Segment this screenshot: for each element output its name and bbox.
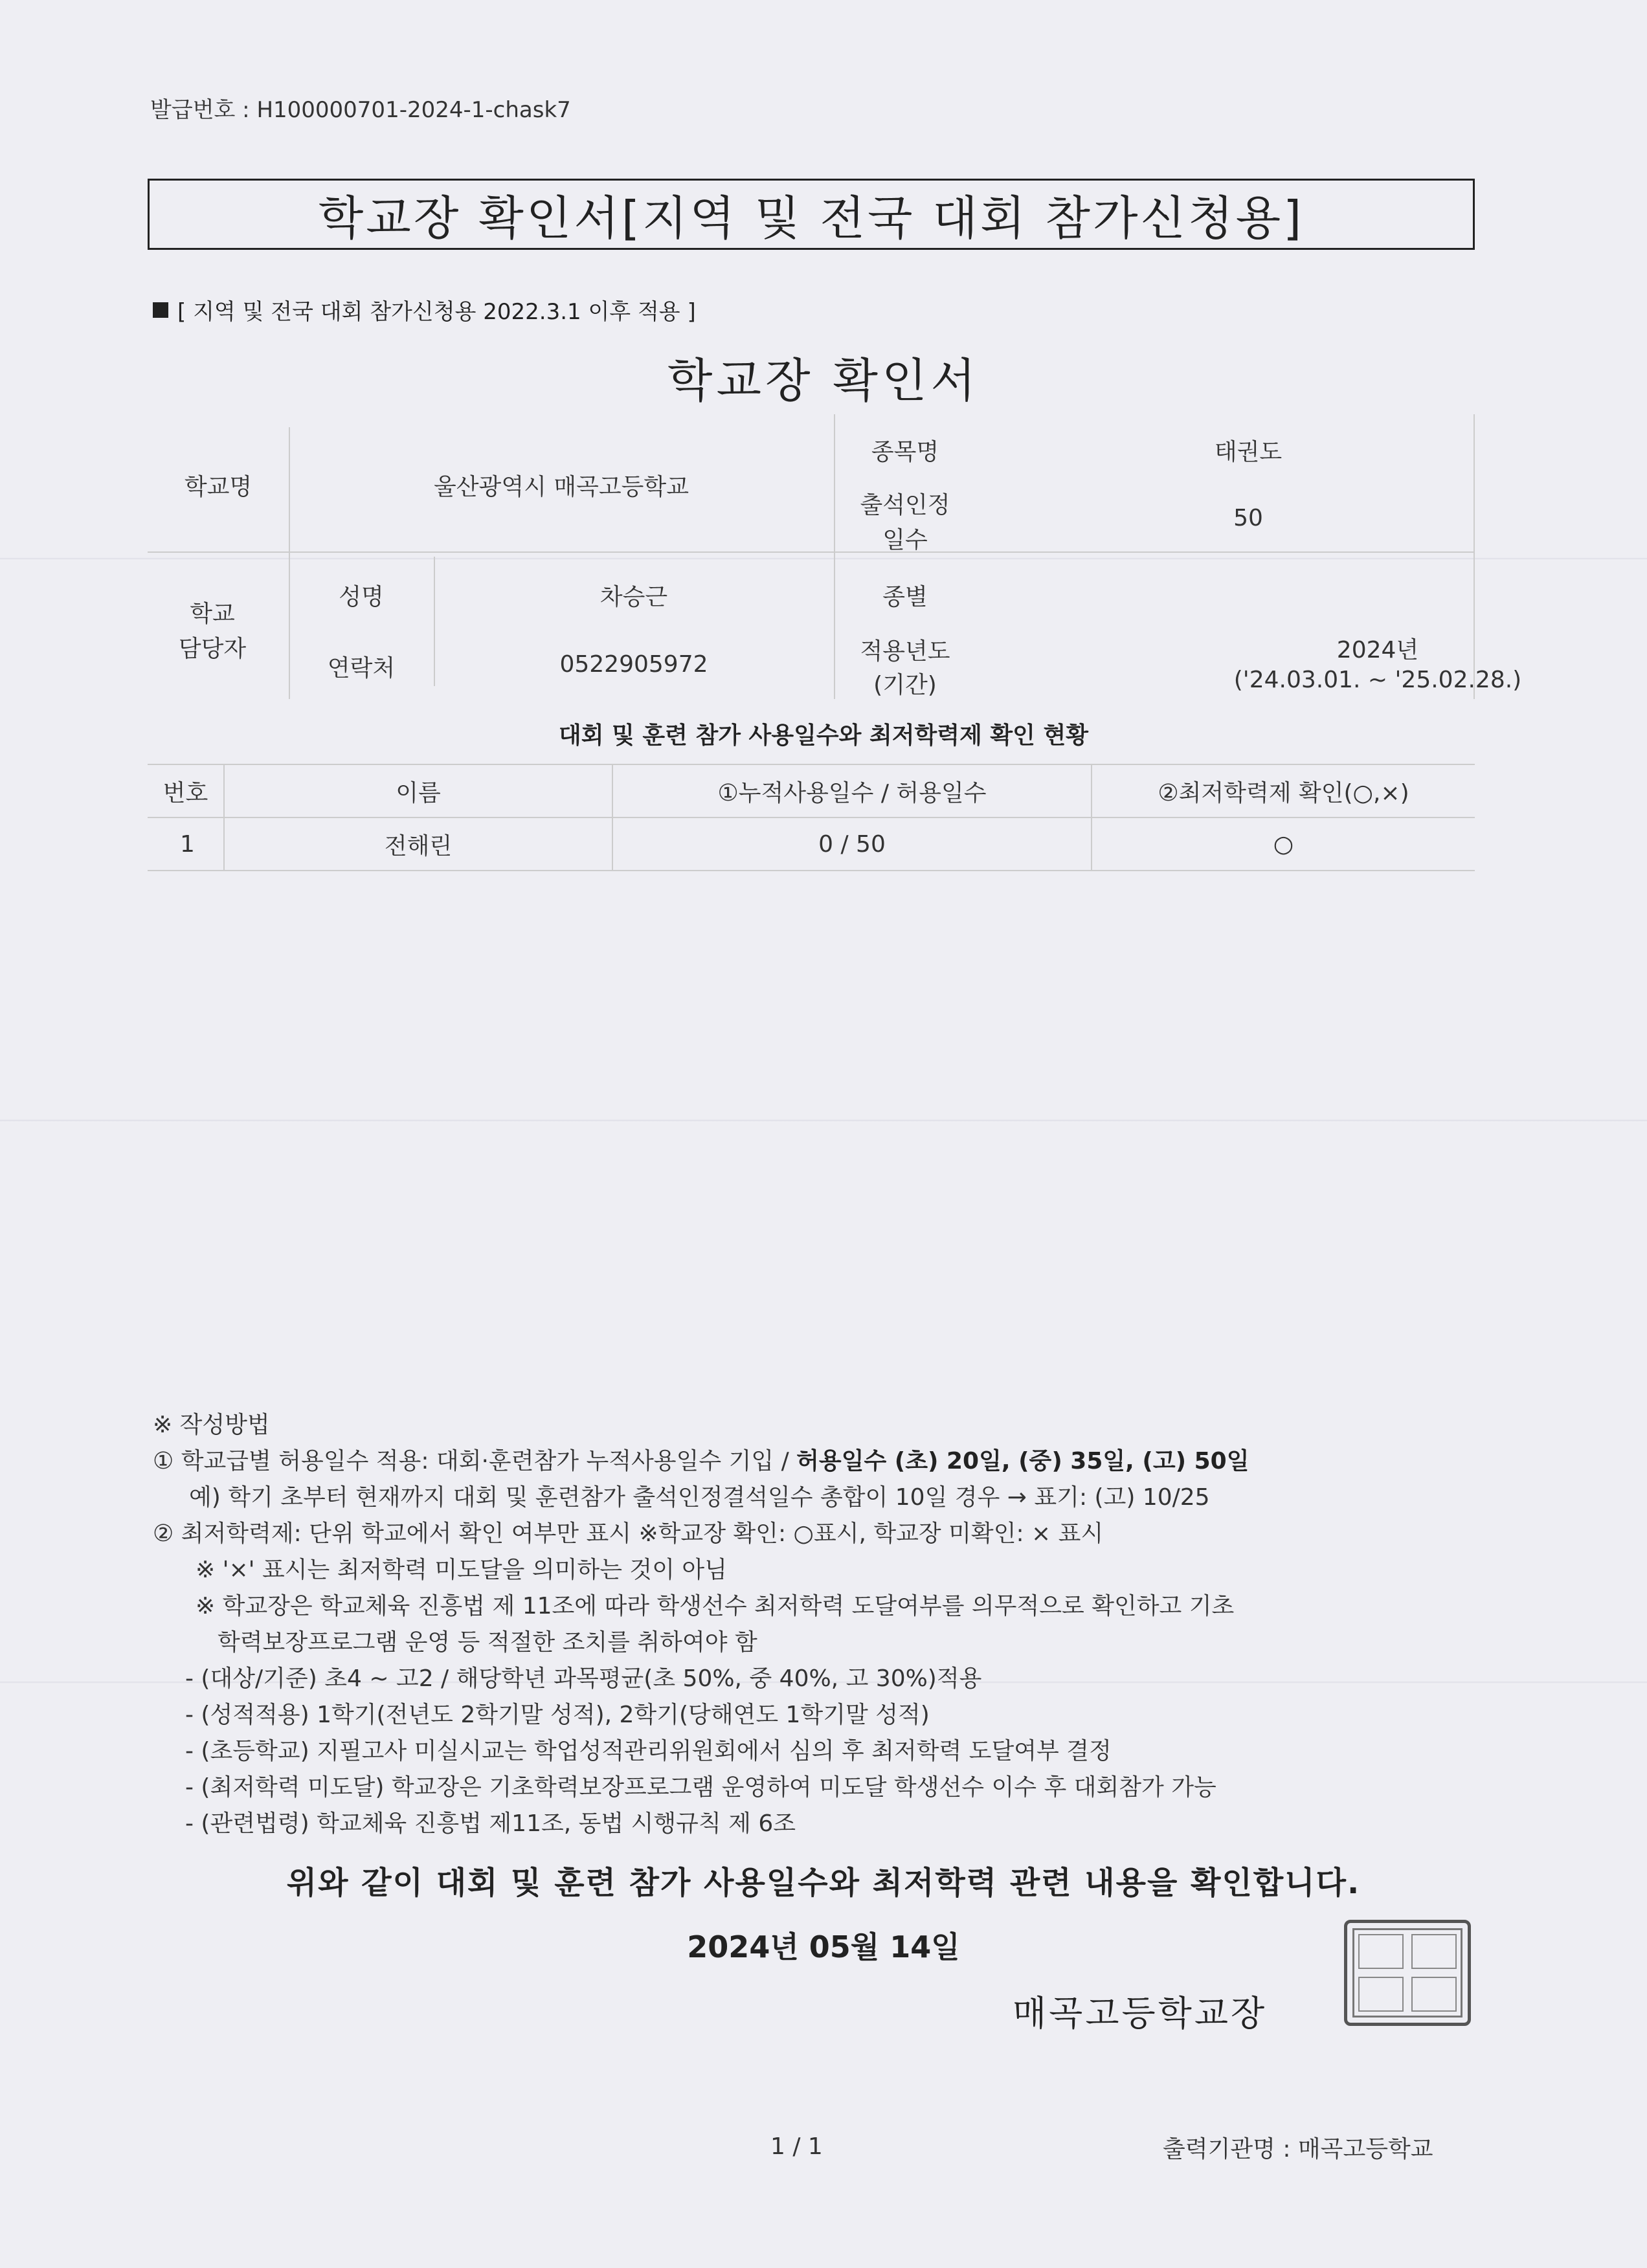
- subheading-text: [ 지역 및 전국 대회 참가신청용 2022.3.1 이후 적용 ]: [177, 299, 696, 325]
- name-label: 성명: [339, 584, 384, 610]
- instruction-line: ② 최저학력제: 단위 학교에서 확인 여부만 표시 ※학교장 확인: ○표시, 학교장 미확인: × 표시: [153, 1520, 1104, 1547]
- issue-number: 발급번호 : H100000701-2024-1-chask7: [150, 97, 571, 123]
- attendance-label-2: 일수: [882, 527, 928, 553]
- row-number: 1: [148, 817, 224, 871]
- header-days: ①누적사용일수 / 허용일수: [612, 764, 1092, 817]
- status-header-row: [148, 764, 1475, 817]
- confirmation-statement: 위와 같이 대회 및 훈련 참가 사용일수와 최저학력 관련 내용을 확인합니다.: [286, 1865, 1361, 1901]
- allowed-days-bold: 허용일수 (초) 20일, (중) 35일, (고) 50일: [796, 1448, 1249, 1474]
- fold-line: [0, 1120, 1647, 1122]
- instruction-line: 예) 학기 초부터 현재까지 대회 및 훈련참가 출석인정결석일수 총합이 10일 경우 → 표기: (고) 10/25: [189, 1484, 1210, 1511]
- row-days: 0 / 50: [612, 817, 1092, 871]
- status-title: 대회 및 훈련 참가 사용일수와 최저학력제 확인 현황: [558, 722, 1089, 749]
- table-row: [148, 817, 1475, 871]
- instruction-line: - (대상/기준) 초4 ~ 고2 / 해당학년 과목평균(초 50%, 중 40%, 고 30%)적용: [185, 1665, 982, 1692]
- header-title: 학교장 확인서[지역 및 전국 대회 참가신청용]: [148, 179, 1475, 250]
- row-min-academic: ○: [1092, 817, 1475, 871]
- year-value-1: 2024년: [1336, 637, 1419, 663]
- document-title: 학교장 확인서: [667, 353, 980, 408]
- school-label: 학교명: [184, 474, 252, 500]
- header-number: 번호: [148, 764, 224, 817]
- principal-name: 매곡고등학교장: [1013, 1993, 1268, 2034]
- year-label-1: 적용년도: [860, 638, 950, 665]
- issue-date: 2024년 05월 14일: [687, 1929, 960, 1964]
- manager-label-1: 학교: [190, 601, 235, 627]
- attendance-value: 50: [1233, 505, 1263, 531]
- page-number: 1 / 1: [770, 2133, 823, 2160]
- category-label: 종별: [882, 584, 928, 610]
- school-value: 울산광역시 매곡고등학교: [434, 474, 689, 500]
- manager-label-2: 담당자: [178, 636, 247, 662]
- black-square-icon: [153, 302, 168, 318]
- instruction-line: - (초등학교) 지필고사 미실시교는 학업성적관리위원회에서 심의 후 최저학력 도달여부 결정: [185, 1738, 1112, 1764]
- instruction-line: - (최저학력 미도달) 학교장은 기초학력보장프로그램 운영하여 미도달 학생선수 이수 후 대회참가 가능: [185, 1774, 1216, 1801]
- year-label-2: (기간): [873, 672, 937, 698]
- contact-value: 0522905972: [559, 651, 708, 678]
- instructions: [153, 1407, 1249, 1842]
- row-name: 전해린: [224, 817, 612, 871]
- info-table: [148, 414, 1522, 699]
- event-label: 종목명: [871, 439, 939, 465]
- instruction-line: 학력보장프로그램 운영 등 적절한 조치를 취하여야 함: [218, 1629, 757, 1656]
- attendance-label-1: 출석인정: [860, 492, 950, 518]
- instructions-heading: ※ 작성방법: [153, 1412, 270, 1438]
- contact-label: 연락처: [327, 655, 396, 682]
- print-organization: 출력기관명 : 매곡고등학교: [1163, 2136, 1433, 2162]
- name-value: 차승근: [599, 584, 668, 610]
- status-table: [148, 764, 1475, 871]
- instruction-line: ① 학교급별 허용일수 적용: 대회·훈련참가 누적사용일수 기입 / 허용일수 (초) 20일, (중) 35일, (고) 50일: [153, 1448, 1249, 1474]
- school-seal-stamp: [1344, 1920, 1471, 2026]
- year-value-2: ('24.03.01. ~ '25.02.28.): [1233, 667, 1522, 693]
- instruction-line: - (성적적용) 1학기(전년도 2학기말 성적), 2학기(당해연도 1학기말 성적): [185, 1702, 930, 1728]
- instruction-line: - (관련법령) 학교체육 진흥법 제11조, 동법 시행규칙 제 6조: [185, 1810, 796, 1837]
- instruction-line: ※ '×' 표시는 최저학력 미도달을 의미하는 것이 아님: [196, 1557, 727, 1583]
- instruction-line: ※ 학교장은 학교체육 진흥법 제 11조에 따라 학생선수 최저학력 도달여부를 의무적으로 확인하고 기초: [196, 1593, 1235, 1619]
- header-min-academic: ②최저학력제 확인(○,×): [1092, 764, 1475, 817]
- subheading: [153, 294, 696, 326]
- event-value: 태권도: [1214, 439, 1283, 465]
- header-name: 이름: [224, 764, 612, 817]
